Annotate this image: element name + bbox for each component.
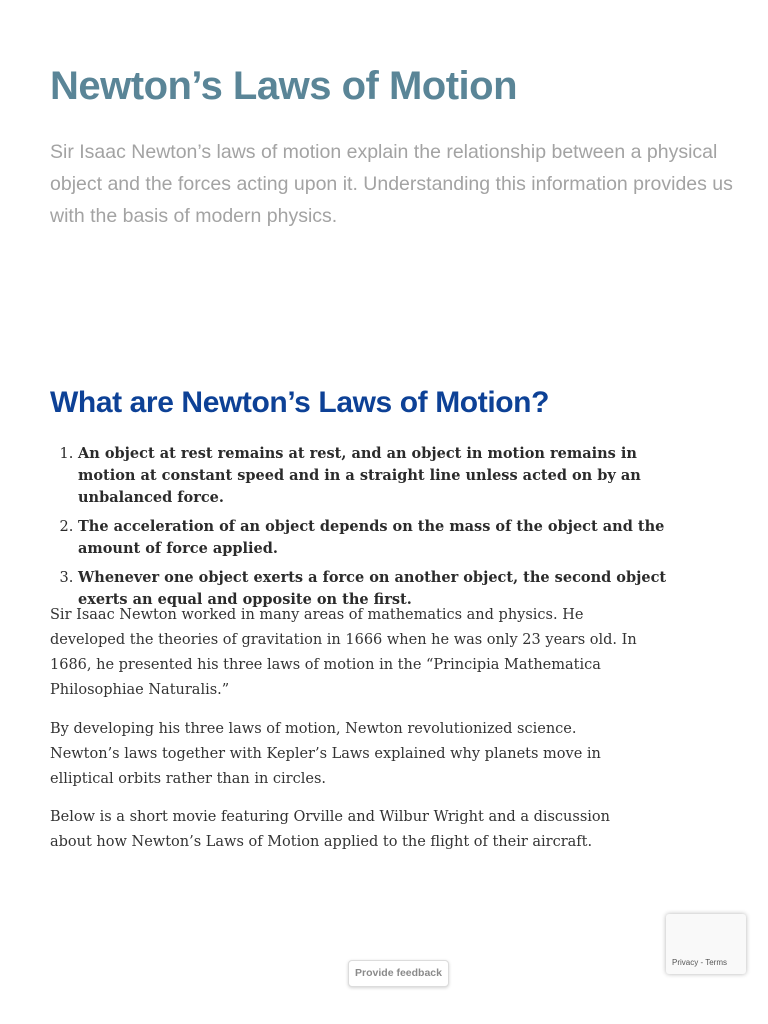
body-paragraph-2: By developing his three laws of motion, Newton revolutionized science. Newton’s laws together with Kepler’s Laws explained why planets move in elliptical orbits rather than in circles. bbox=[50, 721, 601, 787]
provide-feedback-button[interactable]: Provide feedback bbox=[348, 960, 449, 987]
body-paragraph-1: Sir Isaac Newton worked in many areas of mathematics and physics. He developed the theories of gravitation in 1666 when he was only 23 years old. In 1686, he presented his three laws of motion in the “Principia Mathematica Philosophiae Naturalis.” bbox=[50, 607, 637, 698]
intro-paragraph: Sir Isaac Newton’s laws of motion explain the relationship between a physical object and the forces acting upon it. Understanding this information provides us with the basis of modern physics. bbox=[50, 141, 733, 227]
section-heading: What are Newton’s Laws of Motion? bbox=[50, 386, 550, 419]
law-item-1: 1. An object at rest remains at rest, and an object in motion remains in motion at constant speed and in a straight line unless acted on by an unbalanced force. bbox=[78, 443, 698, 509]
recaptcha-links bbox=[672, 958, 727, 967]
terms-link[interactable]: Terms bbox=[705, 958, 727, 967]
page-title: Newton’s Laws of Motion bbox=[50, 64, 517, 108]
law-item-3: 3. Whenever one object exerts a force on another object, the second object exerts an equal and opposite on the first. bbox=[78, 567, 698, 611]
privacy-link[interactable]: Privacy bbox=[672, 958, 699, 967]
link-separator: - bbox=[698, 958, 706, 967]
body-paragraph-3: Below is a short movie featuring Orville and Wilbur Wright and a discussion about how Newton’s Laws of Motion applied to the flight of their aircraft. bbox=[50, 809, 610, 850]
recaptcha-badge bbox=[666, 914, 746, 974]
law-item-2: 2. The acceleration of an object depends on the mass of the object and the amount of force applied. bbox=[78, 516, 698, 560]
laws-list bbox=[50, 443, 698, 618]
